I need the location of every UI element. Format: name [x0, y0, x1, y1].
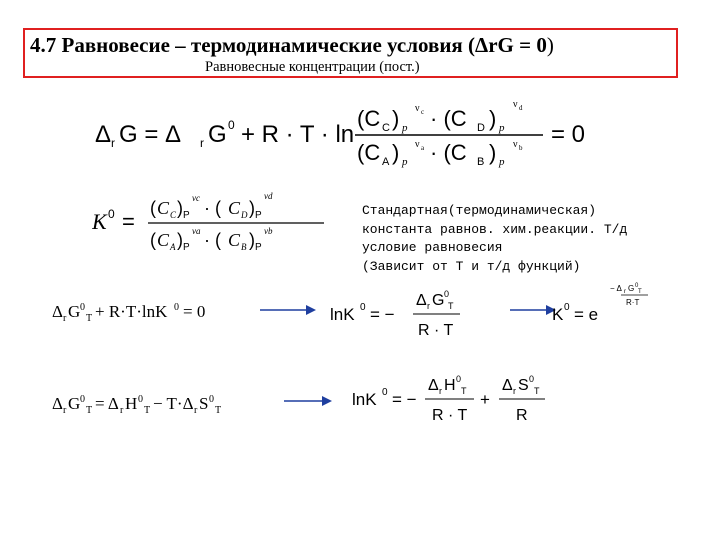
svg-text:Δ: Δ [52, 394, 63, 413]
svg-text:): ) [392, 140, 400, 165]
svg-text:T: T [215, 405, 222, 416]
svg-text:P: P [183, 242, 190, 253]
svg-text:T: T [448, 301, 454, 311]
svg-text:A: A [382, 156, 390, 168]
svg-text:ν: ν [513, 99, 518, 110]
svg-text:· (C: · (C [430, 140, 467, 165]
svg-text:C: C [170, 210, 177, 220]
svg-text:B: B [477, 156, 485, 168]
svg-text:): ) [392, 106, 400, 131]
svg-text:G: G [68, 302, 81, 321]
svg-text:0: 0 [138, 394, 143, 405]
svg-text:T: T [86, 313, 93, 324]
svg-text:+: + [480, 390, 490, 409]
svg-text:Δ: Δ [502, 377, 513, 394]
svg-text:νc: νc [192, 193, 200, 203]
svg-text:T: T [534, 386, 540, 396]
svg-text:Δ: Δ [52, 302, 63, 321]
gibbs-lhs: Δ [95, 121, 112, 148]
svg-text:T: T [638, 289, 642, 295]
svg-text:p: p [499, 122, 505, 134]
svg-text:p: p [499, 156, 505, 168]
svg-text:r: r [624, 289, 626, 295]
svg-text:0: 0 [444, 289, 450, 299]
svg-text:K: K [552, 305, 564, 324]
svg-text:H: H [125, 394, 138, 413]
note-line: Стандартная(термодинамическая) [362, 203, 597, 218]
svg-text:r: r [427, 301, 430, 311]
svg-text:r: r [513, 386, 516, 396]
svg-text:R · T: R · T [418, 322, 454, 339]
svg-text:ν: ν [415, 103, 420, 114]
section-number: 4.7 [30, 33, 57, 57]
row2-lnk [352, 372, 562, 432]
svg-text:D: D [241, 210, 248, 220]
svg-text:a: a [421, 144, 425, 152]
svg-text:0: 0 [80, 394, 85, 405]
svg-text:νd: νd [264, 191, 273, 201]
svg-text:G = Δ: G = Δ [119, 121, 182, 148]
svg-text:0: 0 [635, 283, 639, 289]
svg-text:lnK: lnK [352, 390, 377, 409]
svg-text:r: r [200, 136, 204, 150]
svg-text:): ) [177, 230, 183, 250]
title-box [23, 28, 678, 78]
svg-text:· (: · ( [204, 230, 221, 250]
svg-text:0: 0 [382, 387, 388, 398]
svg-text:T: T [461, 386, 467, 396]
svg-text:· (C: · (C [430, 106, 467, 131]
svg-text:(: ( [150, 230, 156, 250]
svg-text:= 0: = 0 [183, 302, 206, 321]
svg-text:S: S [199, 394, 209, 413]
svg-text:B: B [241, 242, 247, 252]
svg-text:= Δ: = Δ [95, 394, 119, 413]
k0-expression [92, 190, 337, 260]
svg-text:(C: (C [357, 140, 381, 165]
svg-text:G: G [628, 284, 635, 293]
svg-text:νb: νb [264, 226, 273, 236]
svg-text:r: r [120, 405, 124, 416]
svg-text:νa: νa [192, 226, 201, 236]
svg-text:0: 0 [108, 207, 115, 221]
svg-text:= −: = − [392, 390, 417, 409]
row1-arrow [258, 298, 318, 318]
svg-text:r: r [439, 386, 442, 396]
svg-text:0: 0 [456, 374, 462, 384]
svg-text:): ) [489, 106, 497, 131]
svg-text:0: 0 [174, 302, 179, 313]
svg-text:0: 0 [529, 374, 535, 384]
svg-text:+ R·T·lnK: + R·T·lnK [95, 302, 168, 321]
svg-text:c: c [421, 108, 425, 116]
standard-constant-note [362, 202, 662, 276]
slide-subtitle: Равновесные концентрации (пост.) [205, 59, 420, 75]
row1-k0-exp [552, 278, 672, 328]
svg-text:): ) [489, 140, 497, 165]
svg-text:= e: = e [574, 305, 599, 324]
note-line: условие равновесия [362, 240, 503, 255]
svg-text:T: T [86, 405, 93, 416]
svg-text:C: C [382, 122, 390, 134]
svg-text:T: T [144, 405, 151, 416]
title-text: Равновесие – термодинамические условия ( [61, 33, 476, 57]
row1-equation [52, 296, 252, 326]
svg-text:Δ: Δ [428, 377, 439, 394]
svg-text:+ R · T · ln: + R · T · ln [241, 121, 355, 148]
svg-text:G: G [208, 121, 227, 148]
svg-text:K: K [92, 209, 107, 234]
title-condition: ΔrG = 0 [475, 33, 547, 57]
svg-text:(C: (C [357, 106, 381, 131]
svg-text:R: R [516, 407, 528, 424]
svg-text:): ) [249, 230, 255, 250]
svg-text:G: G [68, 394, 81, 413]
svg-text:S: S [518, 377, 529, 394]
svg-text:0: 0 [228, 118, 235, 132]
svg-text:· (: · ( [204, 198, 221, 218]
svg-text:C: C [228, 230, 241, 250]
svg-text:ν: ν [513, 139, 518, 150]
svg-text:C: C [157, 198, 170, 218]
svg-text:r: r [194, 405, 198, 416]
svg-text:0: 0 [80, 302, 85, 313]
svg-text:ν: ν [415, 139, 420, 150]
gibbs-isotherm-equation [95, 95, 615, 175]
svg-text:0: 0 [360, 302, 366, 313]
svg-text:− T·Δ: − T·Δ [153, 394, 194, 413]
svg-text:H: H [444, 377, 456, 394]
svg-text:R · T: R · T [432, 407, 468, 424]
svg-text:Δ: Δ [416, 292, 427, 309]
row2-equation [52, 388, 282, 418]
svg-text:R·T: R·T [626, 298, 640, 307]
svg-text:lnK: lnK [330, 305, 355, 324]
svg-text:r: r [111, 136, 115, 150]
note-line: константа равнов. хим.реакции. Т/д [362, 221, 628, 237]
svg-text:P: P [183, 210, 190, 221]
svg-text:− Δ: − Δ [610, 284, 622, 293]
svg-text:A: A [170, 242, 176, 252]
svg-text:(: ( [150, 198, 156, 218]
note-line: (Зависит от Т и т/д функций) [362, 258, 581, 274]
svg-text:C: C [228, 198, 241, 218]
svg-text:= −: = − [370, 305, 395, 324]
svg-text:P: P [255, 242, 262, 253]
svg-text:C: C [157, 230, 170, 250]
title-close: ) [546, 33, 554, 57]
svg-text:0: 0 [209, 394, 214, 405]
svg-text:G: G [432, 292, 445, 309]
slide-title [30, 33, 554, 58]
svg-text:D: D [477, 122, 485, 134]
svg-text:r: r [63, 405, 67, 416]
gibbs-rhs: = 0 [551, 121, 586, 148]
svg-text:P: P [255, 210, 262, 221]
svg-text:d: d [519, 104, 523, 112]
svg-text:p: p [402, 156, 408, 168]
row2-arrow [282, 391, 342, 411]
svg-text:0: 0 [564, 302, 570, 313]
row1-lnk [330, 285, 470, 345]
svg-text:): ) [249, 198, 255, 218]
svg-text:): ) [177, 198, 183, 218]
svg-text:b: b [519, 144, 523, 152]
svg-text:=: = [122, 209, 135, 234]
svg-text:r: r [63, 313, 67, 324]
svg-text:p: p [402, 122, 408, 134]
